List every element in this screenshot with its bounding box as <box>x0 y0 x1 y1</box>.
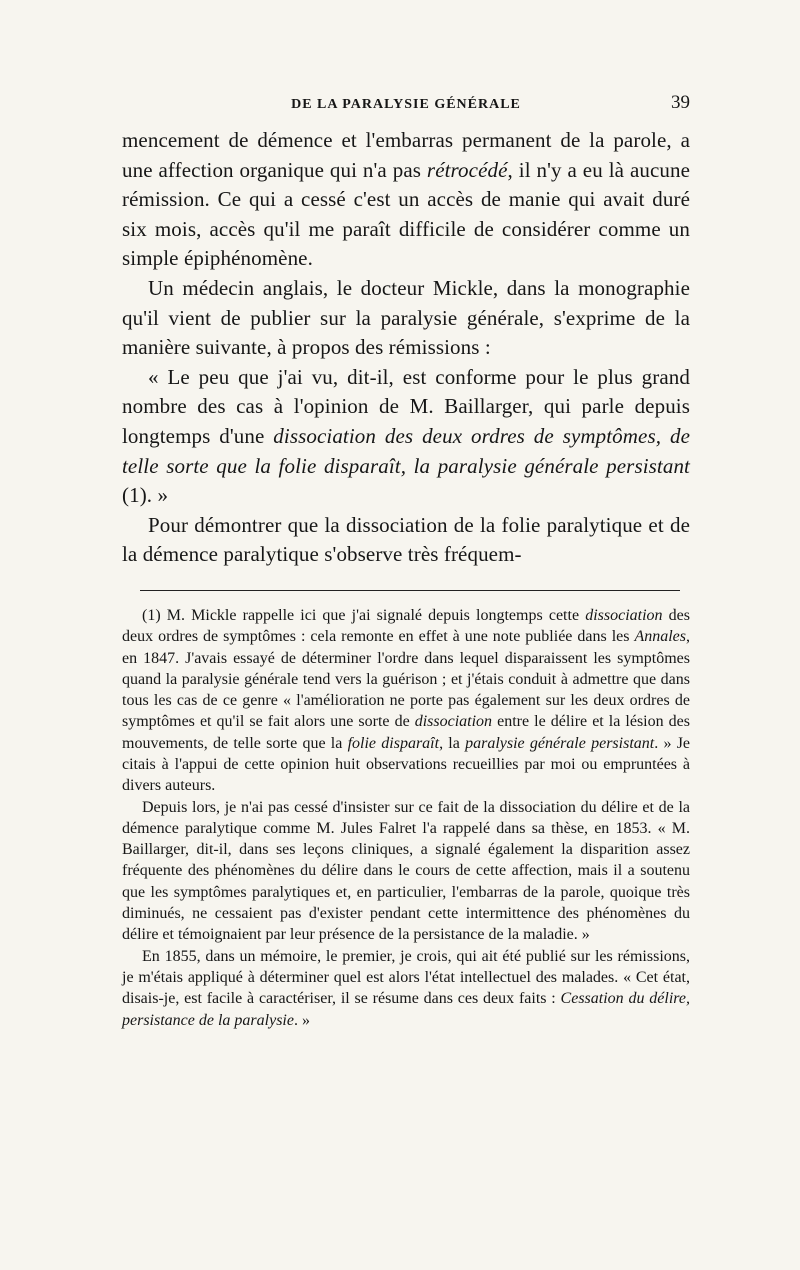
page-number: 39 <box>671 92 690 113</box>
running-head <box>122 92 690 118</box>
text-run: (1). » <box>122 483 169 508</box>
text-run: . » <box>293 1011 310 1029</box>
italic-text: paralysie générale persistant <box>465 734 655 752</box>
text-run: (1) M. Mickle rappelle ici que j'ai signalé depuis longtemps cette <box>142 606 586 624</box>
main-text <box>122 126 690 570</box>
italic-text: Annales <box>634 628 686 646</box>
footnote-paragraph <box>122 605 690 797</box>
italic-text: dissociation <box>414 713 493 731</box>
text-run: En 1855, dans un mémoire, le premier, je crois, qui ait été publié sur les rémissions, je m'étais appliqué à déterminer quel est alors l'état intellectuel des malades. « Cet état, disais-je, est facile à caractériser, il se résume dans ces deux faits : <box>122 947 690 1008</box>
running-head-title: DE LA PARALYSIE GÉNÉRALE <box>291 97 521 112</box>
body-paragraph <box>122 126 690 274</box>
text-run: . » Je citais à l'appui de cette opinion huit observations recueillies par moi ou empruntées à divers auteurs. <box>122 734 691 795</box>
text-run: , il n'y a eu là aucune rémission. Ce qui a cessé c'est un accès de manie qui avait duré six mois, accès qu'il me paraît difficile de considérer comme un simple épiphénomène. <box>122 157 691 271</box>
italic-text: folie disparaît <box>347 734 440 752</box>
body-paragraph <box>122 363 690 511</box>
body-paragraph <box>122 274 690 363</box>
footnote-separator <box>140 590 680 591</box>
italic-text: dissociation <box>585 606 663 624</box>
text-run: , la <box>439 734 466 752</box>
footnotes <box>122 605 690 1031</box>
italic-text: dissociation des deux ordres de symptômes, de telle sorte que la folie disparaît, la paralysie générale persistant <box>122 423 691 478</box>
text-run: , en 1847. J'avais essayé de déterminer l'ordre dans lequel disparaissent les symptômes quand la paralysie générale tend vers la guérison ; et j'étais conduit à admettre que dans tous les cas de ce genre « l'amélioration ne porte pas également sur les deux ordres de symptômes et qu'il se fait alors une sorte de <box>122 628 690 731</box>
italic-text: rétrocédé <box>426 157 508 182</box>
footnote-paragraph <box>122 946 690 1031</box>
text-run: mencement de démence et l'embarras permanent de la parole, a une affection organique qui n'a pas <box>122 128 690 182</box>
text-run: Un médecin anglais, le docteur Mickle, dans la monographie qu'il vient de publier sur la paralysie générale, s'exprime de la manière suivante, à propos des rémissions : <box>122 275 690 360</box>
body-paragraph <box>122 511 690 570</box>
text-run: Pour démontrer que la dissociation de la folie paralytique et de la démence paralytique s'observe très fréquem- <box>122 512 690 567</box>
text-run: entre le délire et la lésion des mouvements, de telle sorte que la <box>122 713 690 752</box>
italic-text: Cessation du délire, persistance de la paralysie <box>122 990 691 1029</box>
footnote-paragraph <box>122 797 690 946</box>
text-run: des deux ordres de symptômes : cela remonte en effet à une note publiée dans les <box>122 606 690 646</box>
text-run: Depuis lors, je n'ai pas cessé d'insister sur ce fait de la dissociation du délire et de la démence paralytique comme M. Jules Falret l'a rappelé dans sa thèse, en 1853. « M. Baillarger, dit-il, dans ses leçons cliniques, a signalé également la disparition assez fréquente des phénomènes du délire dans le cours de cette affection, mais il a soutenu que les symptômes paralytiques et, en particulier, l'embarras de la parole, quoique très diminués, ne cessaient pas d'exister pendant cette intermittence des phénomènes du délire et témoignaient par leur présence de la persistance de la maladie. » <box>122 798 690 944</box>
book-page <box>122 92 690 1031</box>
text-run: « Le peu que j'ai vu, dit-il, est conforme pour le plus grand nombre des cas à l'opinion de M. Baillarger, qui parle depuis longtemps d'une <box>122 364 690 448</box>
